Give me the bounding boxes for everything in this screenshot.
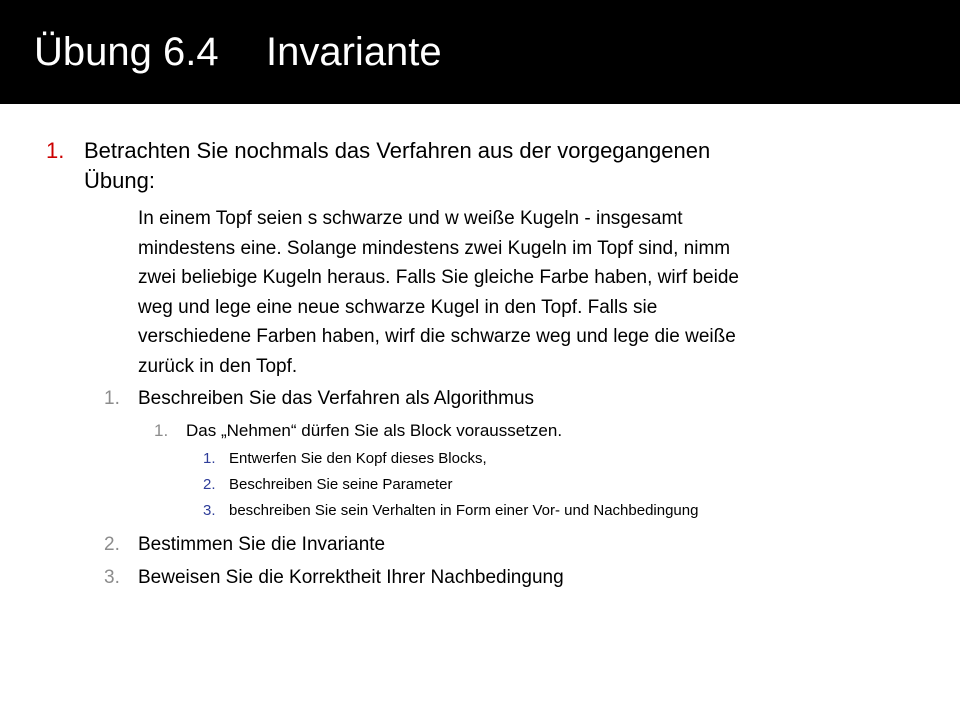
description-line: zurück in den Topf.	[138, 355, 298, 377]
list-marker: 3.	[104, 567, 120, 588]
description-line: zwei beliebige Kugeln heraus. Falls Sie gleiche Farbe haben, wirf beide	[138, 267, 739, 288]
list-item-text: Beschreiben Sie seine Parameter	[229, 476, 453, 493]
exercise-number: Übung 6.4	[34, 30, 219, 74]
description-line: In einem Topf seien s schwarze und w weiße Kugeln - insgesamt	[138, 208, 683, 229]
list-marker: 1.	[154, 421, 169, 440]
list-item-text: beschreiben Sie sein Verhalten in Form einer Vor- und Nachbedingung	[229, 502, 699, 519]
list-item-text: Entwerfen Sie den Kopf dieses Blocks,	[229, 450, 487, 467]
slide-title	[34, 26, 442, 78]
list-item-text: Beweisen Sie die Korrektheit Ihrer Nachbedingung	[138, 567, 564, 588]
description-line: mindestens eine. Solange mindestens zwei Kugeln im Topf sind, nimm	[138, 237, 731, 259]
description-line: weg und lege eine neue schwarze Kugel in den Topf. Falls sie	[138, 296, 658, 318]
list-marker: 3.	[203, 502, 216, 519]
list-marker: 2.	[203, 476, 216, 493]
list-marker: 1.	[203, 450, 216, 467]
list-item-text: Beschreiben Sie das Verfahren als Algorithmus	[138, 388, 535, 409]
list-item-text: Bestimmen Sie die Invariante	[138, 534, 386, 555]
slide-header	[0, 0, 960, 104]
list-item-text: Das „Nehmen“ dürfen Sie als Block voraussetzen.	[186, 421, 563, 440]
list-marker: 1.	[104, 388, 120, 409]
list-marker: 1.	[46, 138, 65, 163]
description-line: verschiedene Farben haben, wirf die schwarze weg und lege die weiße	[138, 326, 736, 347]
exercise-description	[138, 204, 918, 381]
list-item-text: Betrachten Sie nochmals das Verfahren aus der vorgegangenen	[84, 138, 711, 163]
list-item-1-continuation: Übung:	[84, 168, 155, 193]
list-marker: 2.	[104, 534, 120, 555]
exercise-topic: Invariante	[266, 30, 442, 74]
